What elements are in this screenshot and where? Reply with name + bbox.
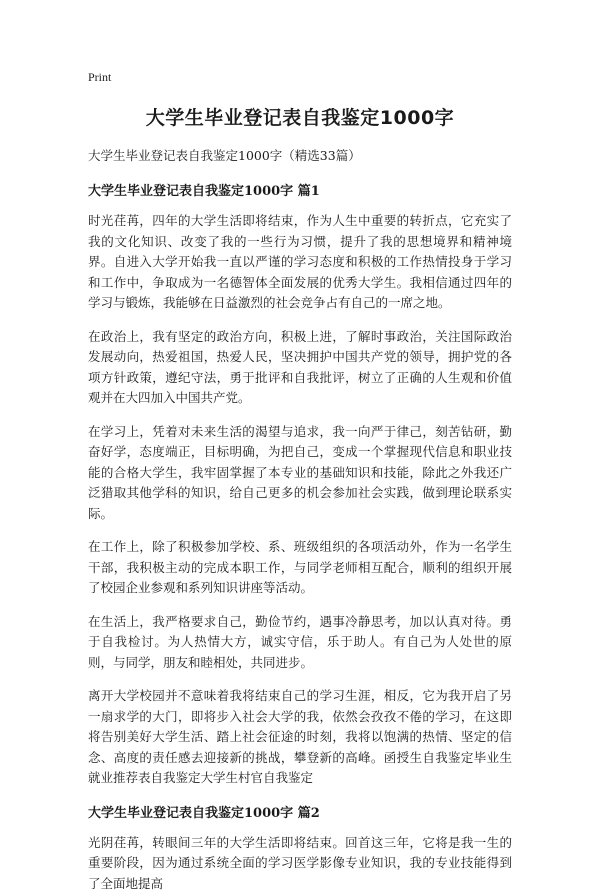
print-link[interactable]: Print <box>88 70 512 85</box>
paragraph: 在生活上，我严格要求自己，勤俭节约，遇事冷静思考，加以认真对待。勇于自我检讨。为人热情大方，诚实守信，乐于助人。有自己为人处世的原则，与同学，朋友和睦相处，共同进步。 <box>88 612 512 674</box>
paragraph: 在工作上，除了积极参加学校、系、班级组织的各项活动外，作为一名学生干部，我积极主动的完成本职工作，与同学老师相互配合，顺利的组织开展了校园企业参观和系列知识讲座等活动。 <box>88 537 512 599</box>
paragraph: 光阴荏苒，转眼间三年的大学生活即将结束。回首这三年，它将是我一生的重要阶段，因为通过系统全面的学习医学影像专业知识，我的专业技能得到了全面地提高 <box>88 833 512 894</box>
document-title: 大学生毕业登记表自我鉴定1000字 <box>88 103 512 130</box>
paragraph: 离开大学校园并不意味着我将结束自己的学习生涯，相反，它为我开启了另一扇求学的大门，即将步入社会大学的我，依然会孜孜不倦的学习，在这即将告别美好大学生活、踏上社会征途的时刻，我将以饱满的热情、坚定的信念、高度的责任感去迎接新的挑战，攀登新的高峰。函授生自我鉴定毕业生就业推荐表自我鉴定大学生村官自我鉴定 <box>88 686 512 789</box>
section-2 <box>88 802 512 894</box>
section-heading: 大学生毕业登记表自我鉴定1000字 篇1 <box>88 180 512 199</box>
document-subtitle: 大学生毕业登记表自我鉴定1000字（精选33篇） <box>88 146 512 164</box>
section-heading: 大学生毕业登记表自我鉴定1000字 篇2 <box>88 802 512 821</box>
paragraph: 在政治上，我有坚定的政治方向，积极上进，了解时事政治，关注国际政治发展动向，热爱祖国，热爱人民，坚决拥护中国共产党的领导，拥护党的各项方针政策，遵纪守法，勇于批评和自我批评，树立了正确的人生观和价值观并在大四加入中国共产党。 <box>88 327 512 409</box>
paragraph: 时光荏苒，四年的大学生活即将结束，作为人生中重要的转折点，它充实了我的文化知识、改变了我的一些行为习惯，提升了我的思想境界和精神境界。自进入大学开始我一直以严谨的学习态度和积极的工作热情投身于学习和工作中，争取成为一名德智体全面发展的优秀大学生。我相信通过四年的学习与锻炼，我能够在日益激烈的社会竞争占有自己的一席之地。 <box>88 211 512 314</box>
paragraph: 在学习上，凭着对未来生活的渴望与追求，我一向严于律己，刻苦钻研，勤奋好学，态度端正，目标明确，为把自己，变成一个掌握现代信息和职业技能的合格大学生，我牢固掌握了本专业的基础知识和技能，除此之外我还广泛猎取其他学科的知识，给自己更多的机会参加社会实践，做到理论联系实际。 <box>88 422 512 525</box>
section-1 <box>88 180 512 789</box>
